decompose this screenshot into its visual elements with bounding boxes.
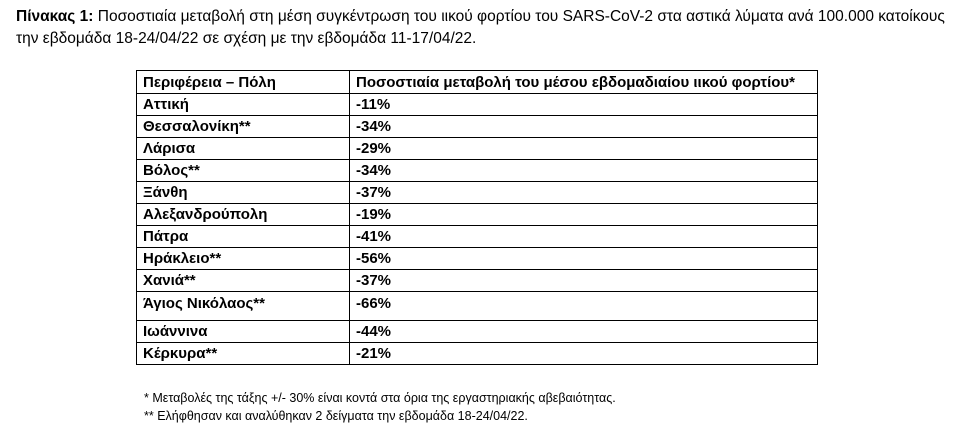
- change-cell: -56%: [350, 248, 818, 270]
- footnote-uncertainty: * Μεταβολές της τάξης +/- 30% είναι κοντά στα όρια της εργαστηριακής αβεβαιότητας.: [144, 391, 616, 405]
- city-cell: Κέρκυρα**: [137, 343, 350, 365]
- city-cell: Βόλος**: [137, 160, 350, 182]
- table-row: [137, 270, 818, 292]
- table-row: [137, 248, 818, 270]
- table-row: [137, 321, 818, 343]
- city-cell: Αλεξανδρούπολη: [137, 204, 350, 226]
- city-cell: Λάρισα: [137, 138, 350, 160]
- city-cell: Ξάνθη: [137, 182, 350, 204]
- table-row: [137, 182, 818, 204]
- change-cell: -34%: [350, 160, 818, 182]
- caption-label: Πίνακας 1:: [16, 8, 94, 25]
- change-cell: -37%: [350, 182, 818, 204]
- change-cell: -34%: [350, 116, 818, 138]
- header-percent-change: Ποσοστιαία μεταβολή του μέσου εβδομαδιαίου ιικού φορτίου*: [350, 71, 818, 94]
- change-cell: -29%: [350, 138, 818, 160]
- table-row: [137, 204, 818, 226]
- city-cell: Θεσσαλονίκη**: [137, 116, 350, 138]
- change-cell: -41%: [350, 226, 818, 248]
- table-row: [137, 343, 818, 365]
- change-cell: -11%: [350, 94, 818, 116]
- table-footnotes: [144, 389, 616, 425]
- footnote-two-samples: ** Ελήφθησαν και αναλύθηκαν 2 δείγματα την εβδομάδα 18-24/04/22.: [144, 409, 528, 423]
- change-cell: -66%: [350, 292, 818, 321]
- table-row: [137, 160, 818, 182]
- change-cell: -44%: [350, 321, 818, 343]
- wastewater-change-table: [136, 70, 818, 365]
- change-cell: -19%: [350, 204, 818, 226]
- table-row: [137, 138, 818, 160]
- table-row: [137, 94, 818, 116]
- header-region-city: Περιφέρεια – Πόλη: [137, 71, 350, 94]
- change-cell: -21%: [350, 343, 818, 365]
- city-cell: Χανιά**: [137, 270, 350, 292]
- city-cell: Αττική: [137, 94, 350, 116]
- table-row: [137, 226, 818, 248]
- caption-text: Ποσοστιαία μεταβολή στη μέση συγκέντρωση του ιικού φορτίου του SARS-CoV-2 στα αστικά λύματα ανά 100.000 κατοίκους την εβδομάδα 18-24/04/22 σε σχέση με την εβδομάδα 11-17/04/22.: [16, 8, 945, 47]
- table-header-row: [137, 71, 818, 94]
- table-caption: [16, 6, 966, 50]
- city-cell: Ηράκλειο**: [137, 248, 350, 270]
- change-cell: -37%: [350, 270, 818, 292]
- city-cell: Άγιος Νικόλαος**: [137, 292, 350, 321]
- table-row: [137, 116, 818, 138]
- table-row: [137, 292, 818, 321]
- city-cell: Πάτρα: [137, 226, 350, 248]
- city-cell: Ιωάννινα: [137, 321, 350, 343]
